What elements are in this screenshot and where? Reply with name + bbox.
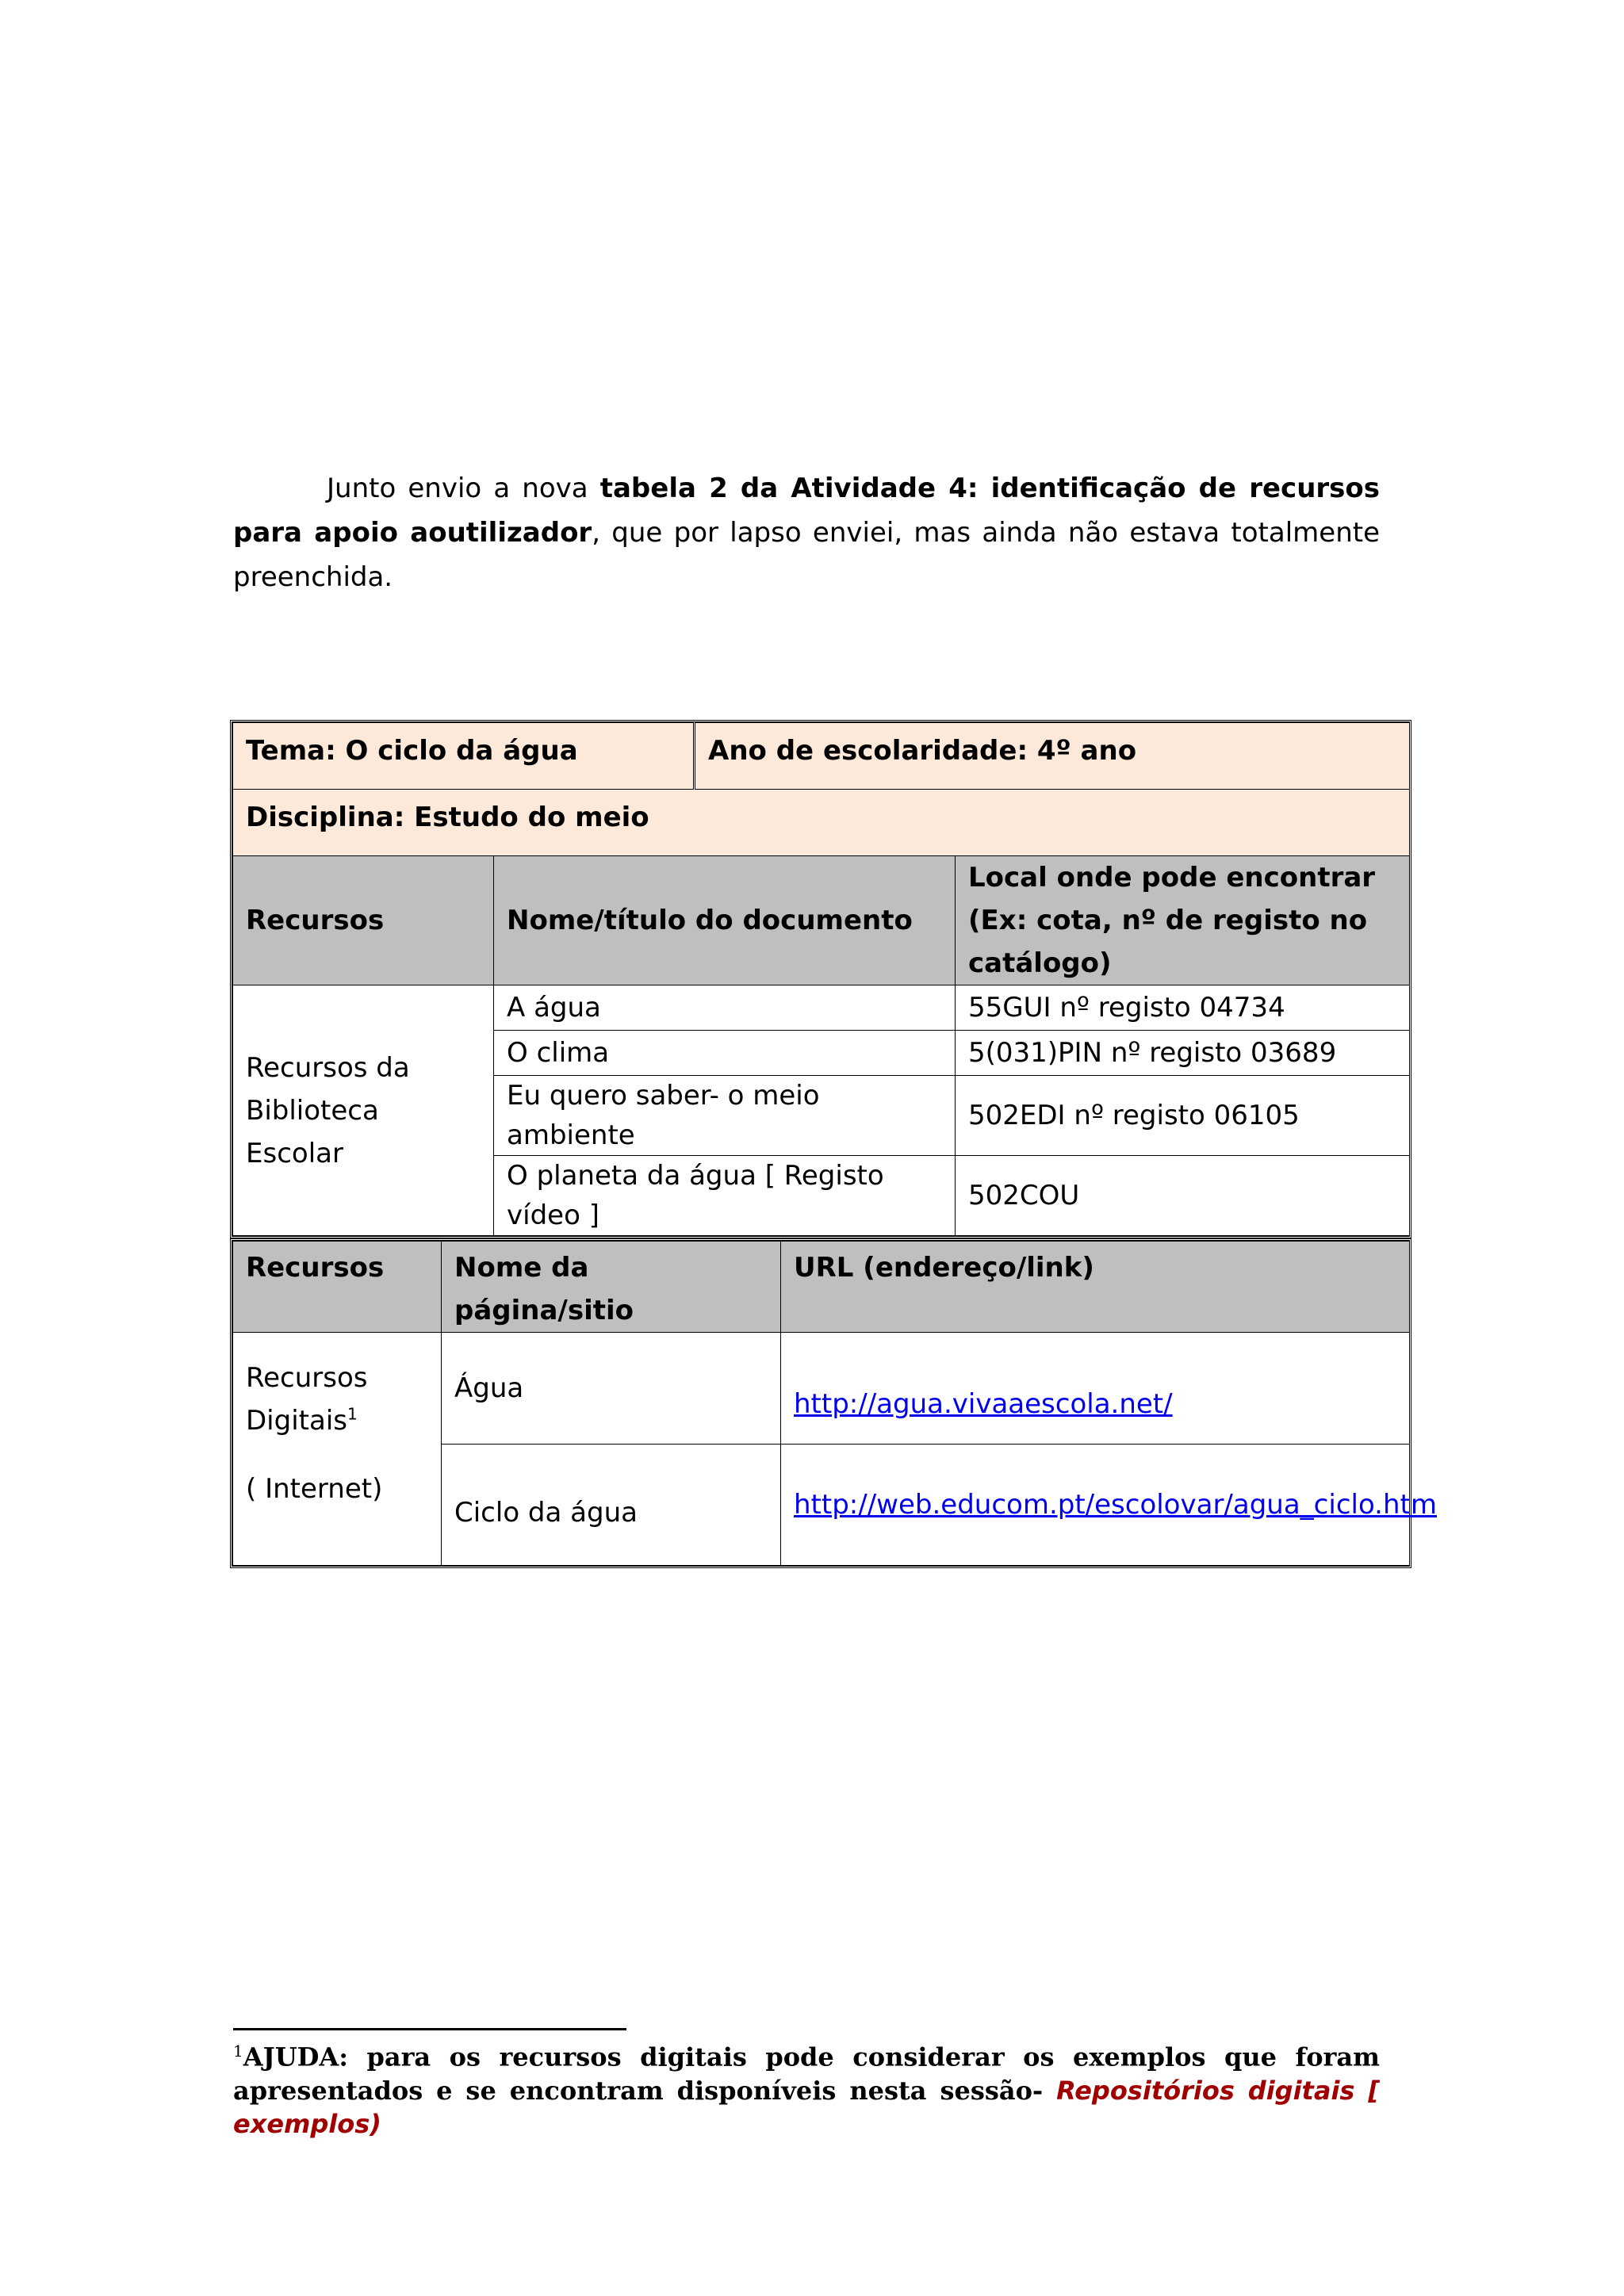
page-name: Água [442, 1333, 781, 1445]
header-local: Local onde pode encontrar (Ex: cota, nº de registo no catálogo) [956, 856, 1410, 985]
doc-title: O planeta da água [ Registo vídeo ] [494, 1156, 956, 1236]
doc-title: Eu quero saber- o meio ambiente [494, 1076, 956, 1156]
doc-location: 502COU [956, 1156, 1410, 1236]
intro-text-start: Junto envio a nova [327, 473, 600, 504]
footnote [233, 2034, 1380, 2141]
footnote-marker: 1 [233, 2042, 243, 2061]
header-nome: Nome/título do documento [494, 856, 956, 985]
doc-title: O clima [494, 1031, 956, 1076]
url-link[interactable]: http://agua.vivaaescola.net/ [794, 1388, 1173, 1420]
table-row [233, 1333, 1410, 1445]
intro-text-end: , que por lapso enviei, mas ainda não estava totalmente preenchida. [233, 517, 1380, 593]
header-nome-pagina: Nome da página/sitio [442, 1242, 781, 1333]
footnote-separator [233, 2028, 626, 2030]
url-link[interactable]: http://web.educom.pt/escolovar/agua_ciclo.htm [794, 1489, 1437, 1521]
footnote-ref: 1 [347, 1404, 358, 1424]
doc-location: 55GUI nº registo 04734 [956, 985, 1410, 1031]
table-row [233, 985, 1410, 1031]
footnote-link[interactable]: Repositórios digitais [ exemplos) [233, 2075, 1381, 2139]
header-recursos: Recursos [233, 1242, 442, 1333]
disciplina-cell: Disciplina: Estudo do meio [233, 790, 1410, 856]
library-resources-table [230, 720, 1411, 1238]
intro-bold-text: tabela 2 da Atividade 4: identificação de recursos para apoio aoutilizador [233, 473, 1381, 549]
doc-location: 502EDI nº registo 06105 [956, 1076, 1410, 1156]
page-url [781, 1333, 1410, 1445]
tema-cell: Tema: O ciclo da água [233, 723, 695, 790]
footnote-text: AJUDA: para os recursos digitais pode considerar os exemplos que foram apresentados e se encontram disponíveis nesta sessão- [233, 2042, 1380, 2106]
ano-cell: Ano de escolaridade: 4º ano [695, 723, 1410, 790]
group-label-biblioteca: Recursos da Biblioteca Escolar [233, 985, 494, 1236]
page-url [781, 1445, 1437, 1566]
page-name: Ciclo da água [442, 1445, 781, 1566]
group-sublabel: ( Internet) [246, 1473, 383, 1505]
header-url: URL (endereço/link) [781, 1242, 1410, 1333]
doc-title: A água [494, 985, 956, 1031]
digital-resources-table [230, 1238, 1437, 1568]
intro-paragraph [233, 466, 1380, 599]
header-recursos: Recursos [233, 856, 494, 985]
doc-location: 5(031)PIN nº registo 03689 [956, 1031, 1410, 1076]
group-label-text: Recursos Digitais [246, 1362, 368, 1437]
group-label-digitais [233, 1333, 442, 1566]
